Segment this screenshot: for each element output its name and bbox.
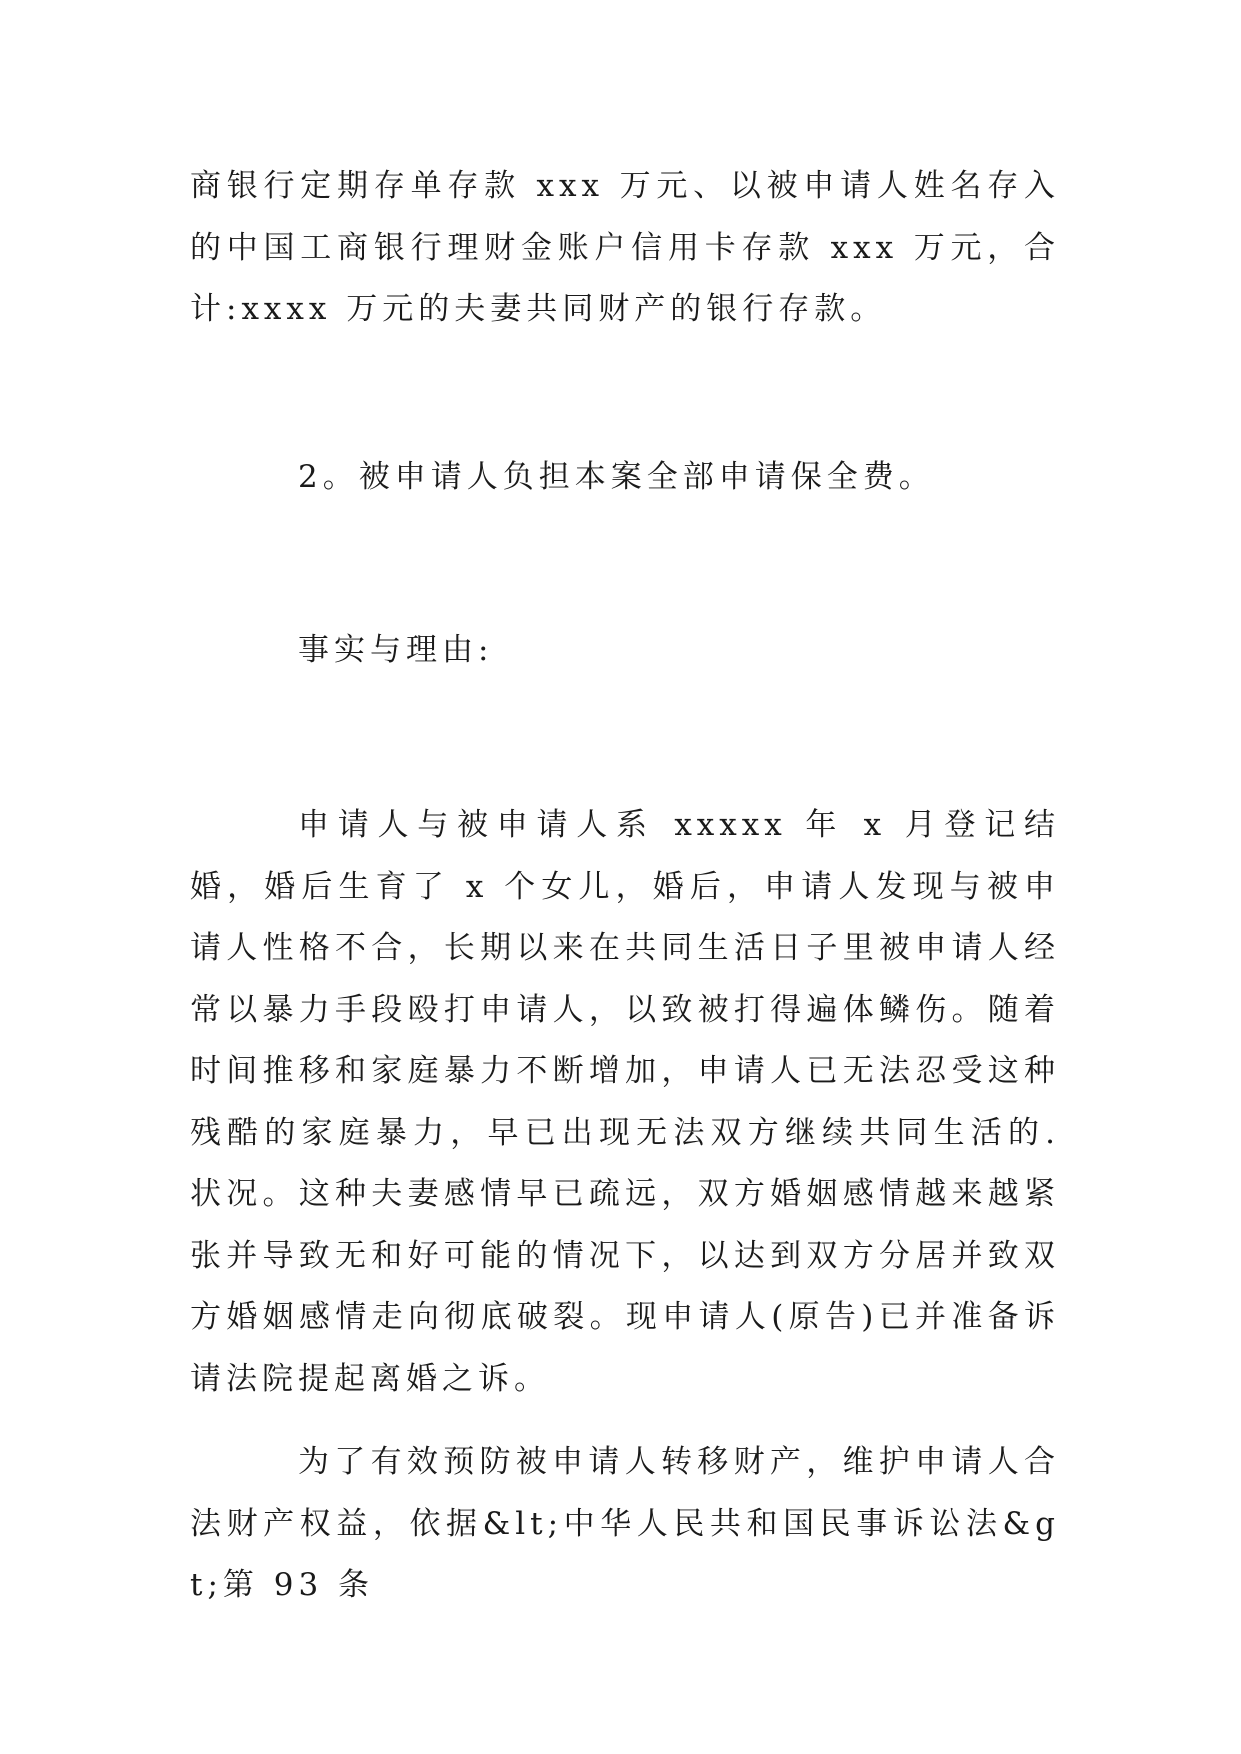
paragraph-bank-deposits: 商银行定期存单存款 xxx 万元、以被申请人姓名存入的中国工商银行理财金账户信用卡存款 xxx 万元，合计:xxxx 万元的夫妻共同财产的银行存款。	[190, 168, 1060, 327]
paragraph-preservation-fee: 2。被申请人负担本案全部申请保全费。	[298, 459, 935, 495]
paragraph-legal-basis: 为了有效预防被申请人转移财产，维护申请人合法财产权益，依据&lt;中华人民共和国民事诉讼法&gt;第 93 条	[190, 1444, 1060, 1603]
section-heading-facts-and-reasons: 事实与理由:	[298, 632, 494, 668]
paragraph-facts: 申请人与被申请人系 xxxxx 年 x 月登记结婚，婚后生育了 x 个女儿，婚后，申请人发现与被申请人性格不合，长期以来在共同生活日子里被申请人经常以暴力手段殴打申请人，以致被打得遍体鳞伤。随着时间推移和家庭暴力不断增加，申请人已无法忍受这种残酷的家庭暴力，早已出现无法双方继续共同生活的.状况。这种夫妻感情早已疏远，双方婚姻感情越来越紧张并导致无和好可能的情况下，以达到双方分居并致双方婚姻感情走向彻底破裂。现申请人(原告)已并准备诉请法院提起离婚之诉。	[190, 807, 1060, 1397]
